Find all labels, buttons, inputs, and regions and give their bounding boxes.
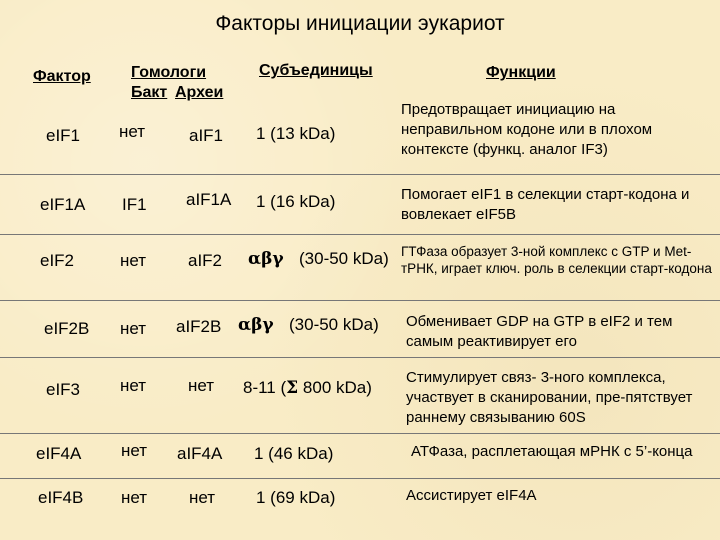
row-eif2b-bact: нет xyxy=(120,319,147,338)
row-eif1-archea: aIF1 xyxy=(189,126,224,145)
row-divider xyxy=(0,357,720,358)
row-eif2b-archea: aIF2B xyxy=(176,317,222,336)
row-eif2-function: ГТФаза образует 3-ной комплекс с GTP и Met-тРНК, играет ключ. роль в селекции старт-кодона xyxy=(401,244,712,276)
row-divider xyxy=(0,478,720,479)
header-bact: Бакт xyxy=(131,84,168,101)
row-divider xyxy=(0,234,720,235)
row-eif2-subunits: (30-50 kDa) xyxy=(299,249,389,268)
row-eif4b-function: Ассистирует eIF4A xyxy=(406,487,537,504)
row-eif1a-archea: aIF1A xyxy=(186,190,232,209)
row-eif1a-function: Помогает eIF1 в селекции старт-кодона и вовлекает eIF5B xyxy=(401,186,690,223)
sigma-symbol: Σ xyxy=(286,378,299,398)
row-eif1-function: Предотвращает инициацию на неправильном кодоне или в плохом контексте (функц. аналог IF3) xyxy=(401,101,653,158)
header-homologs: Гомологи xyxy=(131,64,207,81)
row-eif1-factor: eIF1 xyxy=(46,126,81,145)
row-eif3-factor: eIF3 xyxy=(46,380,81,399)
row-eif4a-subunits: 1 (46 kDa) xyxy=(254,444,334,463)
row-eif1-subunits: 1 (13 kDa) xyxy=(256,124,336,143)
row-divider xyxy=(0,174,720,175)
row-eif2b-function: Обменивает GDP на GTP в eIF2 и тем самым реактивирует его xyxy=(406,313,673,350)
row-eif2b-greek: αβγ xyxy=(238,315,274,335)
row-eif2b-factor: eIF2B xyxy=(44,319,90,338)
row-eif4a-factor: eIF4A xyxy=(36,444,82,463)
row-eif2-greek: αβγ xyxy=(248,249,284,269)
row-eif3-subunits-value: 800 kDa) xyxy=(298,378,372,397)
row-eif4a-archea: aIF4A xyxy=(177,444,223,463)
row-eif3-archea: нет xyxy=(188,376,215,395)
row-eif1a-factor: eIF1A xyxy=(40,195,86,214)
row-divider xyxy=(0,300,720,301)
row-eif4b-subunits: 1 (69 kDa) xyxy=(256,488,336,507)
row-eif4b-factor: eIF4B xyxy=(38,488,84,507)
header-factor: Фактор xyxy=(33,68,91,85)
row-divider xyxy=(0,433,720,434)
page-title: Факторы инициации эукариот xyxy=(215,12,505,35)
row-eif3-bact: нет xyxy=(120,376,147,395)
row-eif3-subunits-prefix: 8-11 ( xyxy=(243,378,287,397)
row-eif2-archea: aIF2 xyxy=(188,251,223,270)
row-eif4a-function: АТФаза, расплетающая мРНК с 5’-конца xyxy=(411,443,693,460)
header-functions: Функции xyxy=(486,64,556,81)
row-eif3-subunits xyxy=(243,378,372,398)
row-eif4a-bact: нет xyxy=(121,441,148,460)
row-eif1a-subunits: 1 (16 kDa) xyxy=(256,192,336,211)
header-subunits: Субъединицы xyxy=(259,62,373,79)
row-eif4b-bact: нет xyxy=(121,488,148,507)
row-eif2-bact: нет xyxy=(120,251,147,270)
row-eif3-function: Стимулирует связ- 3-ного комплекса, участвует в сканировании, пре-пятствует раннему связыванию 60S xyxy=(406,369,693,426)
row-eif1-bact: нет xyxy=(119,122,146,141)
row-eif4b-archea: нет xyxy=(189,488,216,507)
header-archea: Археи xyxy=(175,84,224,101)
row-eif1a-bact: IF1 xyxy=(122,195,147,214)
row-eif2-factor: eIF2 xyxy=(40,251,75,270)
row-eif2b-subunits: (30-50 kDa) xyxy=(289,315,379,334)
